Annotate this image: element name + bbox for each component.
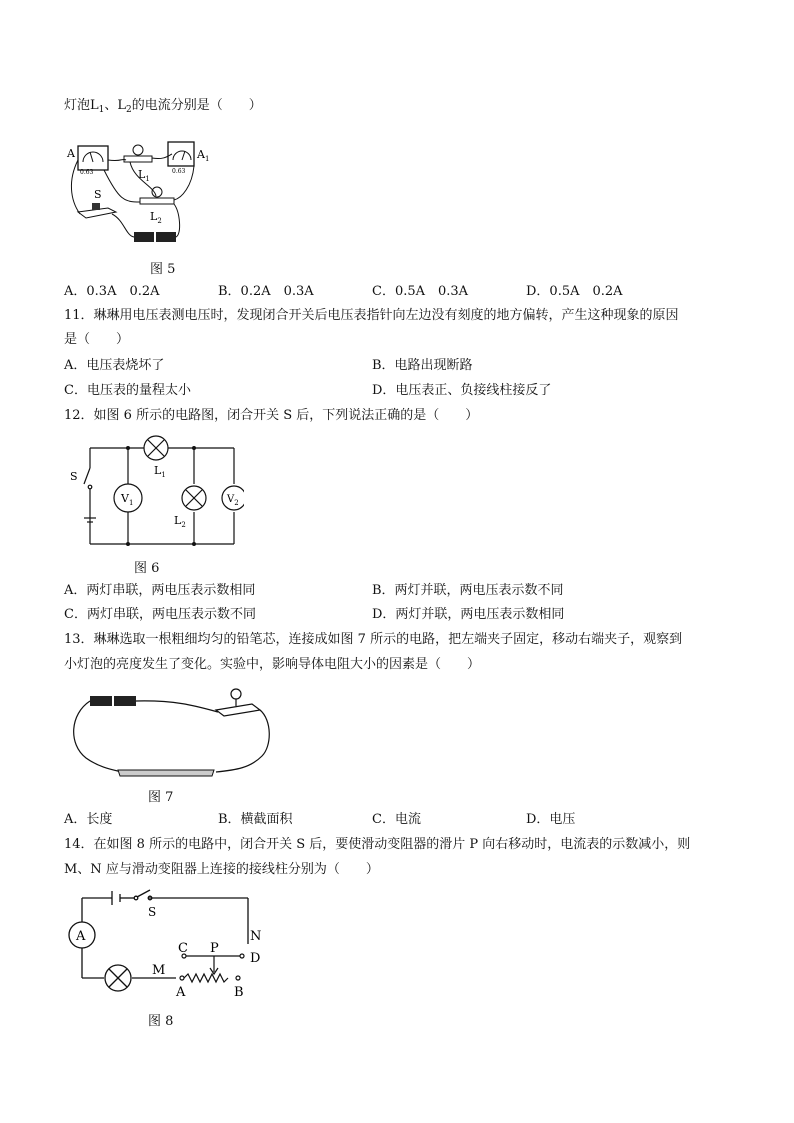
battery-icon — [134, 232, 176, 242]
label-m: M — [152, 963, 166, 978]
q11-option-a: A．电压表烧坏了 — [64, 358, 165, 373]
lamp-icon — [105, 965, 131, 991]
label-a: A — [67, 147, 75, 160]
label-b: B — [234, 985, 244, 1000]
label-n: N — [250, 929, 262, 944]
label-l1: $L_1$ — [138, 168, 150, 183]
q10-option-c: C．0.5A 0.3A — [372, 284, 469, 299]
q10-stem: 灯泡$L_1$、$L_2$的电流分别是（ ） — [64, 98, 262, 115]
label-a1: $A_1$ — [197, 148, 210, 163]
figure-7-caption: 图 7 — [148, 790, 174, 805]
q13-option-d: D．电压 — [526, 812, 576, 827]
q11-option-b: B．电路出现断路 — [372, 358, 473, 373]
pencil-lead-icon — [118, 770, 214, 776]
q13-option-c: C．电流 — [372, 812, 421, 827]
label-l1: $L_1$ — [154, 464, 166, 479]
figure-8 — [64, 888, 274, 1008]
label-ammeter: A — [76, 929, 86, 944]
q11-stem-line1: 11．琳琳用电压表测电压时，发现闭合开关后电压表指针向左边没有刻度的地方偏转，产生这种现象的原因 — [64, 308, 679, 323]
q10-option-d: D．0.5A 0.2A — [526, 284, 623, 299]
label-s: S — [148, 905, 157, 919]
figure-5-caption: 图 5 — [150, 262, 176, 277]
lamp-l1-icon — [144, 436, 168, 460]
switch-s-icon — [84, 468, 92, 498]
bulb-l2-icon — [140, 187, 174, 204]
battery-icon — [90, 696, 136, 706]
rheostat-icon — [180, 954, 244, 982]
label-d: D — [250, 951, 261, 966]
q12-option-b: B．两灯并联，两电压表示数不同 — [372, 583, 564, 598]
q14-stem-line2: M、N 应与滑动变阻器上连接的接线柱分别为（ ） — [64, 862, 379, 877]
label-p: P — [210, 941, 219, 956]
q14-stem-line1: 14．在如图 8 所示的电路中，闭合开关 S 后，要使滑动变阻器的滑片 P 向右移动时，电流表的示数减小，则 — [64, 837, 691, 852]
switch-s-icon — [78, 203, 116, 218]
figure-7 — [66, 684, 276, 782]
figure-5 — [64, 140, 214, 250]
q11-option-d: D．电压表正、负接线柱接反了 — [372, 383, 552, 398]
q12-option-a: A．两灯串联，两电压表示数相同 — [64, 583, 256, 598]
q10-option-a: A．0.3A 0.2A — [64, 284, 160, 299]
q13-option-b: B．横截面积 — [218, 812, 293, 827]
figure-6-caption: 图 6 — [134, 561, 160, 576]
figure-8-caption: 图 8 — [148, 1014, 174, 1029]
q13-option-a: A．长度 — [64, 812, 113, 827]
q13-stem-line2: 小灯泡的亮度发生了变化。实验中，影响导体电阻大小的因素是（ ） — [64, 657, 481, 672]
q11-stem-line2: 是（ ） — [64, 332, 130, 347]
svg-text:0.63: 0.63 — [172, 168, 186, 175]
figure-6 — [64, 432, 244, 554]
ammeter-a-icon — [78, 146, 108, 176]
label-v2: $V_2$ — [227, 494, 239, 507]
label-l2: $L_2$ — [174, 514, 186, 529]
q13-stem-line1: 13．琳琳选取一根粗细均匀的铅笔芯，连接成如图 7 所示的电路，把左端夹子固定，移动右端夹子，观察到 — [64, 632, 683, 647]
lamp-l2-icon — [182, 486, 206, 510]
svg-text:0.63: 0.63 — [80, 169, 94, 176]
label-s: S — [94, 188, 102, 201]
label-l2: $L_2$ — [150, 210, 162, 225]
q12-option-d: D．两灯并联，两电压表示数相同 — [372, 607, 565, 622]
battery-icon — [112, 891, 120, 905]
label-c: C — [178, 941, 188, 956]
ammeter-a1-icon — [168, 142, 194, 175]
label-s: S — [70, 470, 78, 483]
label-v1: $V_1$ — [121, 492, 134, 507]
q11-option-c: C．电压表的量程太小 — [64, 383, 191, 398]
q10-option-b: B．0.2A 0.3A — [218, 284, 314, 299]
label-a: A — [176, 985, 186, 1000]
q12-option-c: C．两灯串联，两电压表示数不同 — [64, 607, 256, 622]
bulb-l1-icon — [124, 145, 152, 162]
q12-stem: 12．如图 6 所示的电路图，闭合开关 S 后，下列说法正确的是（ ） — [64, 408, 479, 423]
bulb-icon — [216, 689, 260, 716]
